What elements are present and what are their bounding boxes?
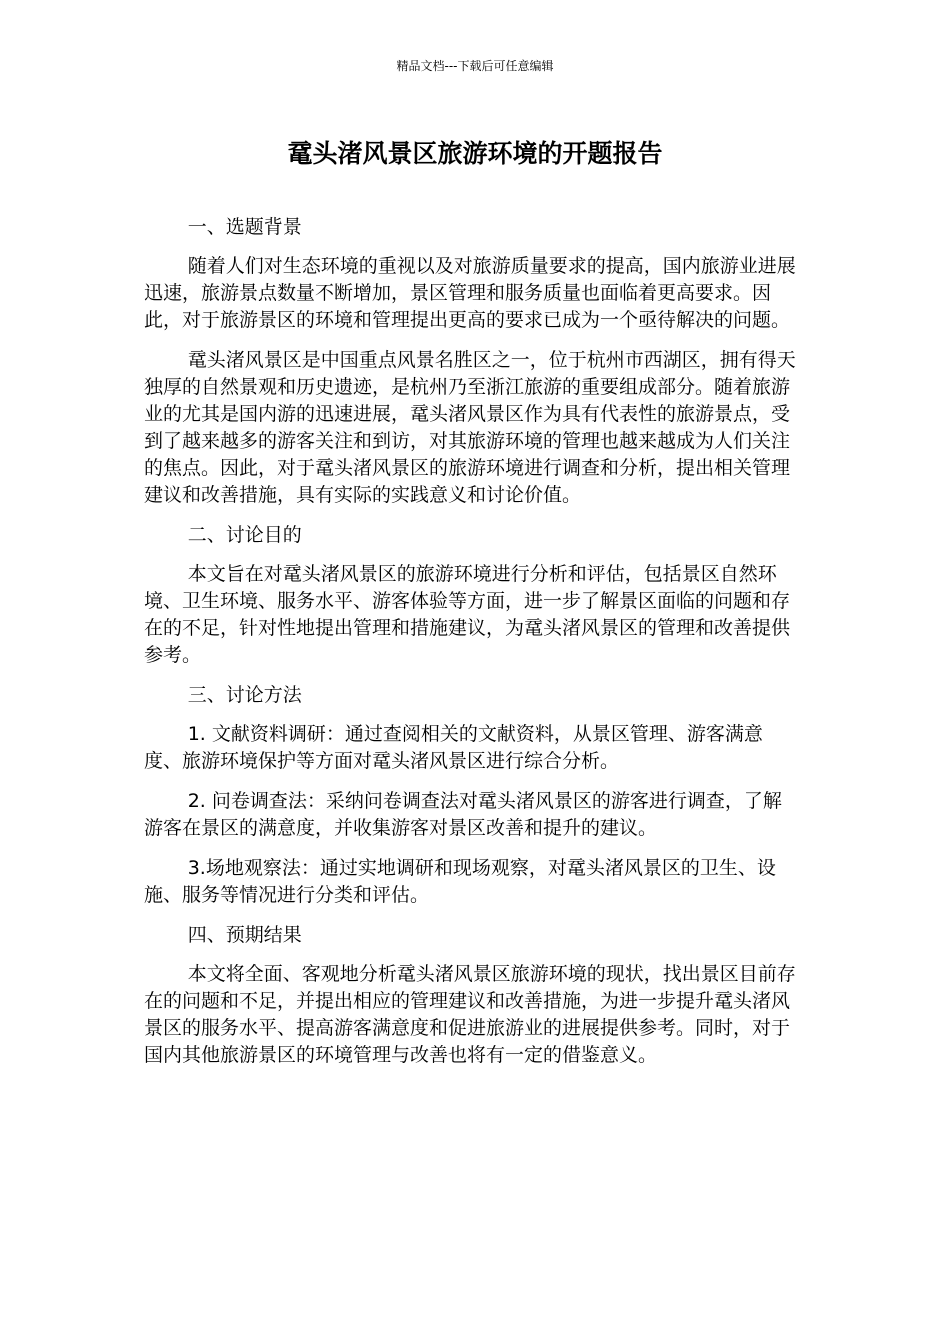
- section-heading-purpose: 二、讨论目的: [187, 524, 302, 546]
- header-note: 精品文档---下载后可任意编辑: [396, 59, 554, 73]
- section-heading-methods: 三、讨论方法: [187, 684, 302, 706]
- method-item: 3.场地观察法：通过实地调研和现场观察，对鼋头渚风景区的卫生、设施、服务等情况进行分类和评估。: [144, 857, 776, 906]
- section-heading-background: 一、选题背景: [187, 216, 302, 238]
- paragraph: 本文旨在对鼋头渚风景区的旅游环境进行分析和评估，包括景区自然环境、卫生环境、服务水平、游客体验等方面，进一步了解景区面临的问题和存在的不足，针对性地提出管理和措施建议，为鼋头渚风景区的管理和改善提供参考。: [144, 563, 791, 666]
- method-item: 1. 文献资料调研：通过查阅相关的文献资料，从景区管理、游客满意度、旅游环境保护等方面对鼋头渚风景区进行综合分析。: [144, 723, 763, 772]
- document-body: [144, 214, 800, 1082]
- paragraph: 本文将全面、客观地分析鼋头渚风景区旅游环境的现状，找出景区目前存在的问题和不足，并提出相应的管理建议和改善措施，为进一步提升鼋头渚风景区的服务水平、提高游客满意度和促进旅游业的进展提供参考。同时，对于国内其他旅游景区的环境管理与改善也将有一定的借鉴意义。: [144, 963, 796, 1066]
- section-heading-expected-results: 四、预期结果: [187, 924, 302, 946]
- document-title: 鼋头渚风景区旅游环境的开题报告: [287, 139, 663, 168]
- paragraph: 鼋头渚风景区是中国重点风景名胜区之一，位于杭州市西湖区，拥有得天独厚的自然景观和历史遗迹，是杭州乃至浙江旅游的重要组成部分。随着旅游业的尤其是国内游的迅速进展，鼋头渚风景区作为具有代表性的旅游景点，受到了越来越多的游客关注和到访，对其旅游环境的管理也越来越成为人们关注的焦点。因此，对于鼋头渚风景区的旅游环境进行调查和分析，提出相关管理建议和改善措施，具有实际的实践意义和讨论价值。: [144, 349, 796, 506]
- paragraph: 随着人们对生态环境的重视以及对旅游质量要求的提高，国内旅游业进展迅速，旅游景点数量不断增加，景区管理和服务质量也面临着更高要求。因此，对于旅游景区的环境和管理提出更高的要求已成为一个亟待解决的问题。: [144, 255, 796, 331]
- method-item: 2. 问卷调查法：采纳问卷调查法对鼋头渚风景区的游客进行调查，了解游客在景区的满意度，并收集游客对景区改善和提升的建议。: [144, 790, 782, 839]
